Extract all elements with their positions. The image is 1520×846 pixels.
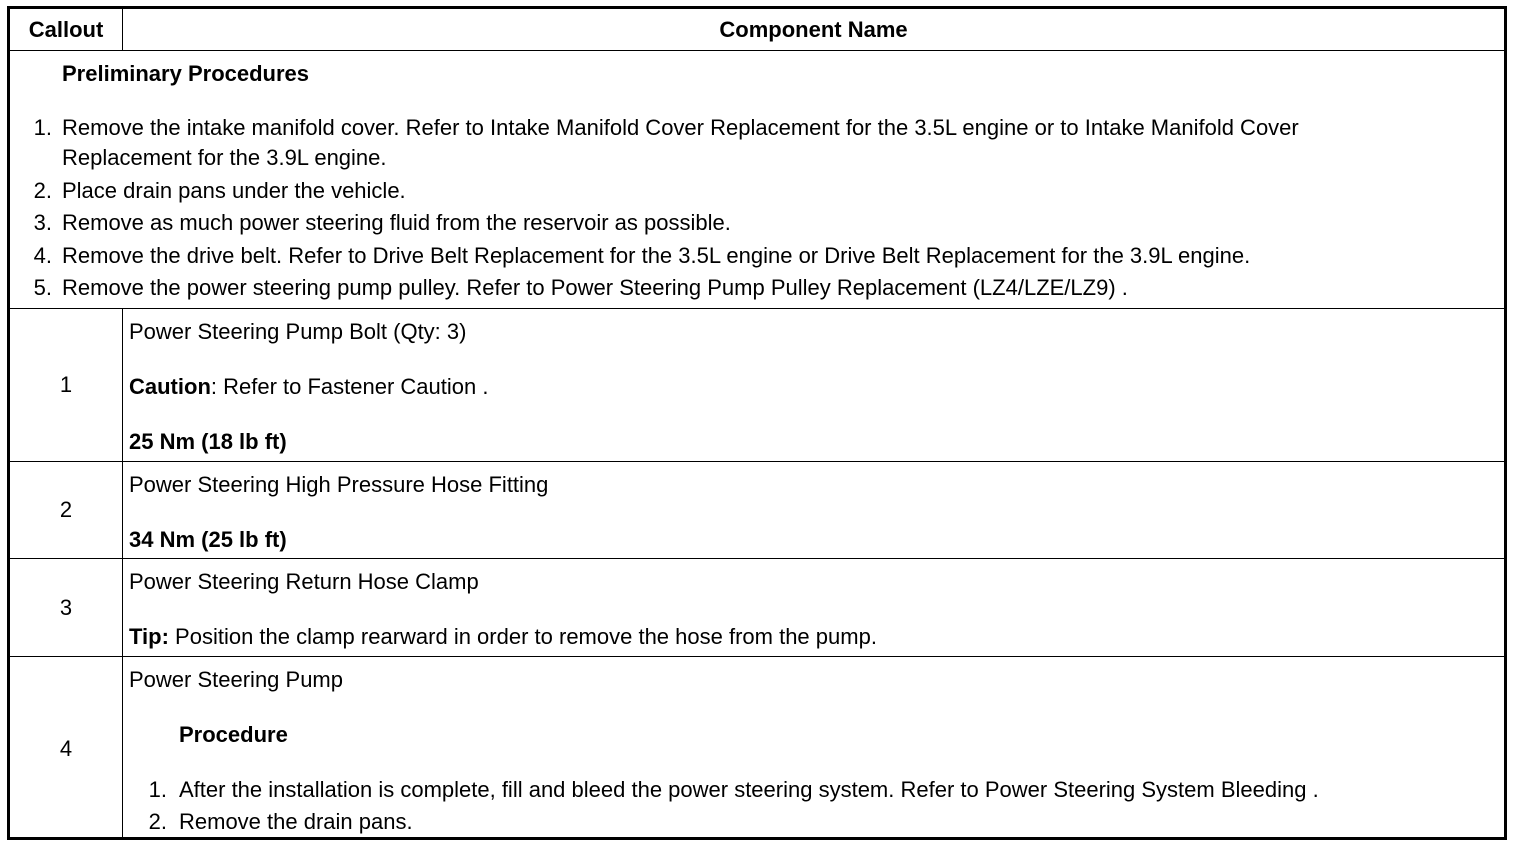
caution-text: : Refer to Fastener Caution . xyxy=(210,374,489,399)
table-header-row xyxy=(10,9,1504,51)
table-row xyxy=(10,657,1504,840)
prelim-step-text: Remove the power steering pump pulley. Refer to Power Steering Pump Pulley Replacement (LZ4/LZE/LZ9) . xyxy=(62,275,1128,300)
prelim-step-number: 5. xyxy=(33,275,52,300)
callout-number: 4 xyxy=(10,657,123,840)
table-row xyxy=(10,309,1504,462)
procedure-step-text: Remove the drain pans. xyxy=(179,809,413,834)
prelim-step-number: 4. xyxy=(33,243,52,268)
procedure-title: Procedure xyxy=(179,722,288,747)
component-cell xyxy=(123,309,1504,461)
callout-number: 3 xyxy=(10,559,123,656)
torque-spec: 25 Nm (18 lb ft) xyxy=(129,429,287,454)
prelim-step-number: 1. xyxy=(33,115,52,140)
table-row xyxy=(10,462,1504,559)
prelim-step-text: Remove the intake manifold cover. Refer to Intake Manifold Cover Replacement for the 3.5L engine or to Intake Manifold Cover xyxy=(62,115,1299,140)
prelim-step-text: Replacement for the 3.9L engine. xyxy=(62,145,387,170)
caution-label: Caution xyxy=(129,374,211,399)
component-cell xyxy=(123,462,1504,558)
prelim-step-number: 2. xyxy=(33,178,52,203)
torque-spec: 34 Nm (25 lb ft) xyxy=(129,527,287,552)
tip-text: Position the clamp rearward in order to remove the hose from the pump. xyxy=(168,624,877,649)
procedure-step-number: 1. xyxy=(148,777,167,802)
component-name: Power Steering High Pressure Hose Fitting xyxy=(129,472,549,497)
prelim-step-text: Remove the drive belt. Refer to Drive Belt Replacement for the 3.5L engine or Drive Belt Replacement for the 3.9L engine. xyxy=(62,243,1251,268)
procedure-step-number: 2. xyxy=(148,809,167,834)
procedure-table xyxy=(7,6,1507,840)
tip-label: Tip: xyxy=(129,624,169,649)
component-name: Power Steering Pump Bolt (Qty: 3) xyxy=(129,319,467,344)
preliminary-title: Preliminary Procedures xyxy=(62,61,310,86)
prelim-step-text: Place drain pans under the vehicle. xyxy=(62,178,406,203)
component-cell xyxy=(123,657,1504,840)
callout-number: 2 xyxy=(10,462,123,558)
component-name: Power Steering Return Hose Clamp xyxy=(129,569,479,594)
tip-note xyxy=(129,624,877,650)
prelim-step-text: Remove as much power steering fluid from the reservoir as possible. xyxy=(62,210,731,235)
table-row xyxy=(10,559,1504,657)
procedure-step-text: After the installation is complete, fill and bleed the power steering system. Refer to Power Steering System Bleeding . xyxy=(179,777,1319,802)
caution-note xyxy=(129,374,488,400)
header-callout: Callout xyxy=(10,9,123,50)
component-cell xyxy=(123,559,1504,656)
callout-number: 1 xyxy=(10,309,123,461)
prelim-step-number: 3. xyxy=(33,210,52,235)
preliminary-procedures-row xyxy=(10,51,1504,309)
header-component-name: Component Name xyxy=(719,16,908,42)
component-name: Power Steering Pump xyxy=(129,667,343,692)
